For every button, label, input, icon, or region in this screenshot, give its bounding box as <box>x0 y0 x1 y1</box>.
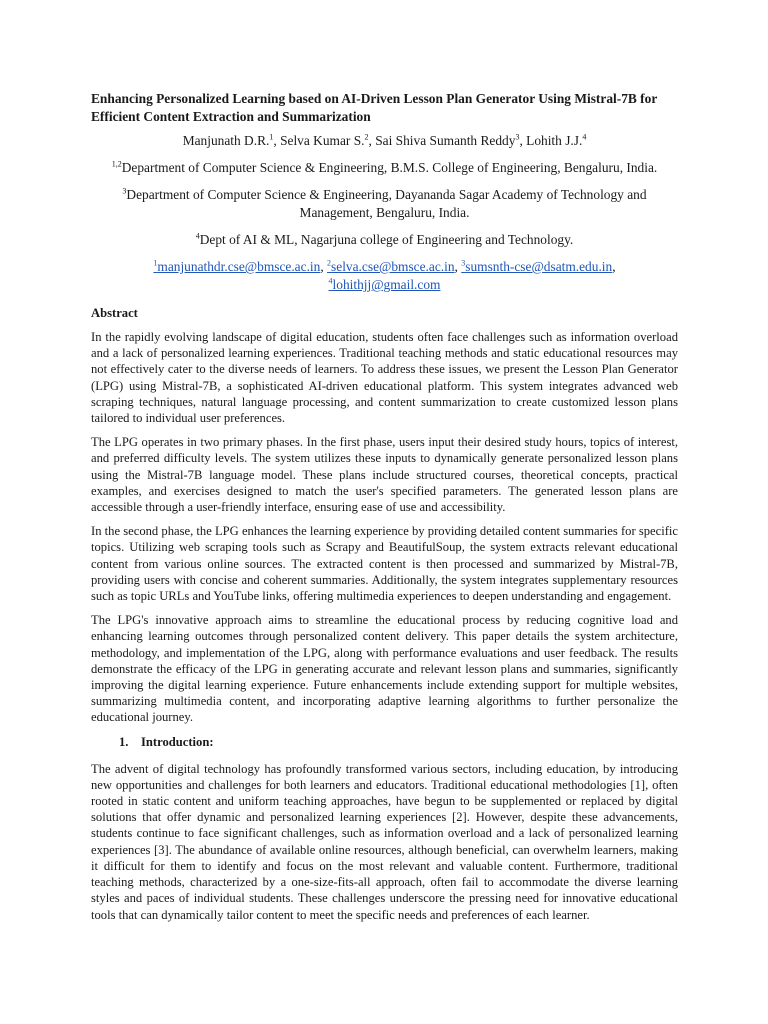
paper-title: Enhancing Personalized Learning based on AI-Driven Lesson Plan Generator Using Mistral-7B for Efficient Content Extraction and Summarization <box>91 91 658 124</box>
author-sup: 1 <box>269 132 274 142</box>
email-list: $^1$manjunathdr.cse@bmsce.ac.in, $^2$selva.cse@bmsce.ac.in, $^3$sumsnth-cse@dsatm.edu.in, $^4$lohithjj@gmail.com <box>153 258 616 292</box>
affiliation-sup: 1,2 <box>111 159 122 169</box>
affiliation-text: Department of Computer Science & Engineering, Dayananda Sagar Academy of Technology and Management, Bengaluru, India. <box>126 187 647 220</box>
author-name: Selva Kumar S. <box>280 133 365 148</box>
abstract-paragraph: The LPG's innovative approach aims to streamline the educational process by reducing cognitive load and enhancing learning outcomes through personalized content delivery. This paper details the system architecture, methodology, and implementation of the LPG, along with performance evaluations and user feedback. The results demonstrate the efficacy of the LPG in generating accurate and relevant lesson plans and summaries, significantly improving the digital learning experience. Future enhancements include extending support for multiple websites, summarizing multimedia content, and incorporating adaptive learning algorithms to further personalize the educational journey. <box>91 613 678 725</box>
email-link[interactable] <box>327 259 455 274</box>
email-sup: 1 <box>153 258 158 268</box>
affiliation-text: Dept of AI & ML, Nagarjuna college of Engineering and Technology. <box>199 232 574 247</box>
author-name: Manjunath D.R. <box>182 133 270 148</box>
email-text: manjunathdr.cse@bmsce.ac.in <box>157 259 321 274</box>
email-text: lohithjj@gmail.com <box>332 277 441 292</box>
author-name: Lohith J.J. <box>526 133 583 148</box>
affiliation <box>91 159 678 177</box>
email-link[interactable] <box>153 259 320 274</box>
affiliation <box>91 231 678 249</box>
author-list: Manjunath D.R.$^1$, Selva Kumar S.$^2$, Sai Shiva Sumanth Reddy$^3$, Lohith J.J.$^4$ <box>182 132 587 148</box>
email-sup: 3 <box>461 258 466 268</box>
email-sup: 2 <box>327 258 332 268</box>
affiliation-sup: 3 <box>122 186 127 196</box>
affiliation-text: Department of Computer Science & Engineering, B.M.S. College of Engineering, Bengaluru, India. <box>121 160 658 175</box>
affiliation-sup: 4 <box>195 231 200 241</box>
section-title: Introduction: <box>141 734 214 749</box>
affiliation <box>91 186 678 222</box>
abstract-paragraph: The LPG operates in two primary phases. In the first phase, users input their desired study hours, topics of interest, and preferred difficulty levels. The system utilizes these inputs to dynamically generate personalized lesson plans using the Mistral-7B language model. These plans include structured courses, theoretical concepts, practical examples, and exercises designed to match the user's specified parameters. The generated lesson plans are accessible through a user-friendly interface, ensuring ease of use and accessibility. <box>91 435 678 515</box>
email-link[interactable] <box>461 259 612 274</box>
email-link[interactable] <box>329 277 441 292</box>
author-sup: 3 <box>515 132 520 142</box>
author-sup: 2 <box>364 132 369 142</box>
author-sup: 4 <box>582 132 587 142</box>
abstract-paragraph: In the second phase, the LPG enhances the learning experience by providing detailed content summaries for specific topics. Utilizing web scraping tools such as Scrapy and BeautifulSoup, the system extracts relevant educational content from various online sources. The extracted content is then processed and summarized by Mistral-7B, providing users with concise and coherent summaries. Additionally, the system integrates supplementary resources such as topic URLs and YouTube links, offering multimedia experiences to deepen understanding and engagement. <box>91 524 678 604</box>
email-text: sumsnth-cse@dsatm.edu.in <box>465 259 613 274</box>
abstract-heading: Abstract <box>91 306 138 320</box>
section-paragraph: The advent of digital technology has profoundly transformed various sectors, including education, by introducing new opportunities and challenges for both learners and educators. Traditional educational methodologies [1], often rooted in static content and uniform teaching approaches, have begun to be supplemented or replaced by digital solutions that offer dynamic and personalized learning experiences [2]. However, despite these advancements, students continue to face significant challenges, such as information overload and a lack of personalized learning experiences [3]. The abundance of available online resources, although beneficial, can overwhelm learners, making it difficult for them to identify and focus on the most relevant and valuable content. Furthermore, traditional teaching methods, characterized by a one-size-fits-all approach, often fail to accommodate the diverse learning styles and paces of individual students. These challenges underscore the pressing need for innovative educational tools that can dynamically tailor content to meet the specific needs and preferences of each learner. <box>91 761 678 922</box>
email-sup: 4 <box>328 276 333 286</box>
abstract-paragraph: In the rapidly evolving landscape of digital education, students often face challenges such as information overload and a lack of personalized learning experiences. Traditional teaching methods and static educational resources may not effectively cater to the diverse needs of learners. To address these issues, we present the Lesson Plan Generator (LPG) using Mistral-7B, a sophisticated AI-driven educational platform. This system integrates advanced web scraping techniques, natural language processing, and content summarization to create customized lesson plans tailored to individual user preferences. <box>91 330 678 426</box>
email-text: selva.cse@bmsce.ac.in <box>331 259 455 274</box>
section-number: 1. <box>119 734 129 749</box>
section-heading <box>119 734 678 750</box>
author-name: Sai Shiva Sumanth Reddy <box>375 133 516 148</box>
